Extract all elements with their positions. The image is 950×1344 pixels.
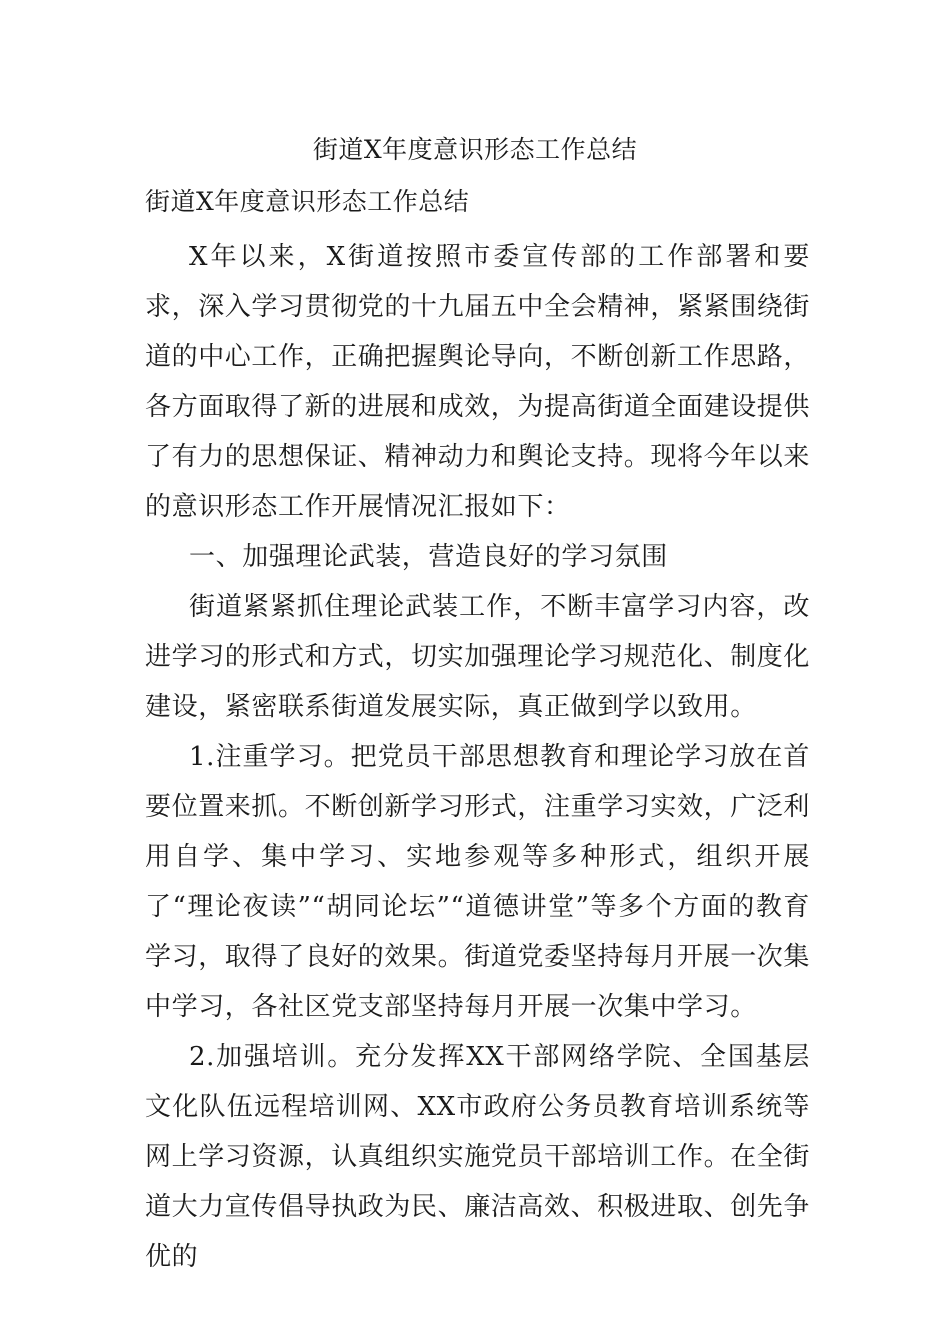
intro-paragraph: X年以来，X街道按照市委宣传部的工作部署和要求，深入学习贯彻党的十九届五中全会精神，紧紧围绕街道的中心工作，正确把握舆论导向，不断创新工作思路，各方面取得了新的进展和成效，为提高街道全面建设提供了有力的思想保证、精神动力和舆论支持。现将今年以来的意识形态工作开展情况汇报如下： xyxy=(145,242,811,522)
document-body xyxy=(145,182,810,1282)
section-1-paragraph: 街道紧紧抓住理论武装工作，不断丰富学习内容，改进学习的形式和方式，切实加强理论学习规范化、制度化建设，紧密联系街道发展实际，真正做到学以致用。 xyxy=(145,592,811,722)
item-1-paragraph: 1.注重学习。把党员干部思想教育和理论学习放在首要位置来抓。不断创新学习形式，注重学习实效，广泛利用自学、集中学习、实地参观等多种形式，组织开展了“理论夜读”“胡同论坛”“道德讲堂”等多个方面的教育学习，取得了良好的效果。街道党委坚持每月开展一次集中学习，各社区党支部坚持每月开展一次集中学习。 xyxy=(145,742,811,1022)
document-subtitle: 街道X年度意识形态工作总结 xyxy=(145,187,470,216)
document-title: 街道X年度意识形态工作总结 xyxy=(312,135,638,164)
item-2-paragraph: 2.加强培训。充分发挥XX干部网络学院、全国基层文化队伍远程培训网、XX市政府公务员教育培训系统等网上学习资源，认真组织实施党员干部培训工作。在全街道大力宣传倡导执政为民、廉洁高效、积极进取、创先争优的 xyxy=(145,1042,811,1272)
section-heading-1: 一、加强理论武装，营造良好的学习氛围 xyxy=(189,542,668,572)
